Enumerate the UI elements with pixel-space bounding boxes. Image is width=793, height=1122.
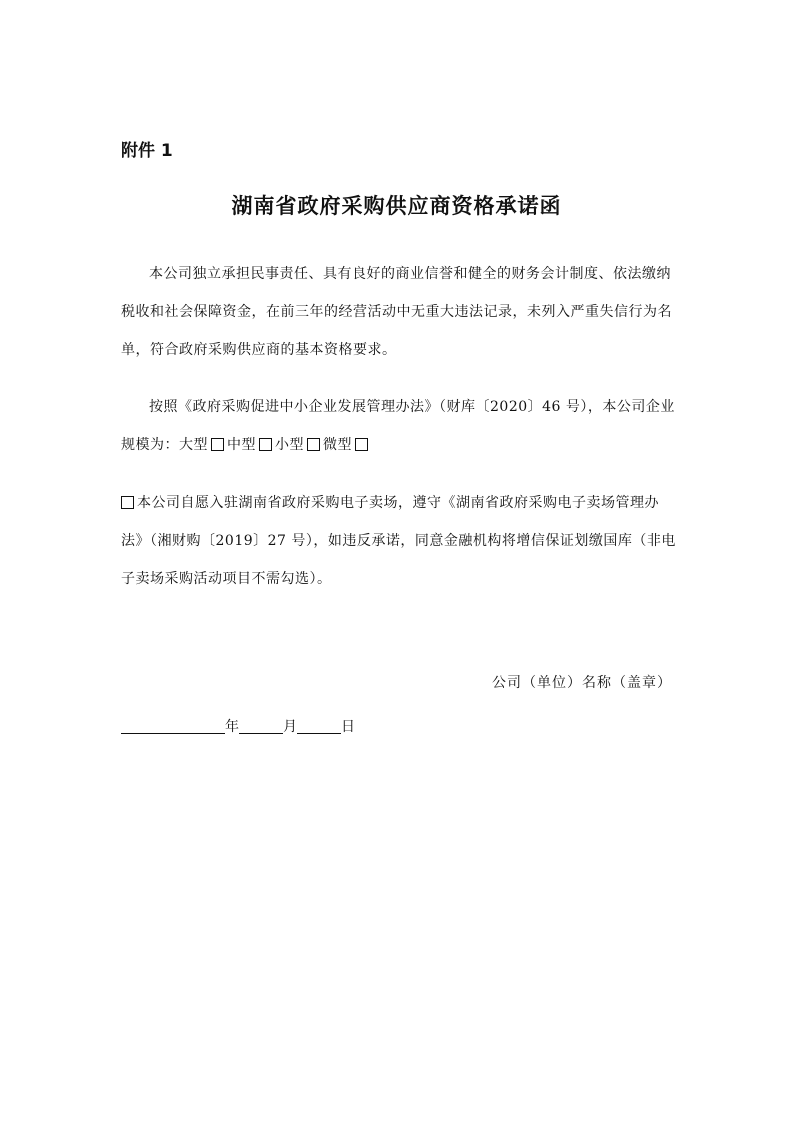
qualification-paragraph: 本公司独立承担民事责任、具有良好的商业信誉和健全的财务会计制度、依法缴纳税收和社会保障资金，在前三年的经营活动中无重大违法记录，未列入严重失信行为名单，符合政府采购供应商的基本资格要求。 — [121, 266, 672, 358]
month-label: 月 — [283, 719, 297, 735]
year-label: 年 — [225, 719, 239, 735]
month-blank[interactable] — [239, 717, 283, 734]
date-line — [121, 716, 355, 736]
scale-option-small: 小型 — [275, 437, 304, 453]
signature-label: 公司（单位）名称（盖章） — [492, 675, 672, 691]
enterprise-scale-paragraph — [121, 388, 677, 464]
day-blank[interactable] — [297, 717, 341, 734]
scale-option-large: 大型 — [179, 437, 208, 453]
scale-option-medium: 中型 — [227, 437, 256, 453]
scale-option-micro: 微型 — [323, 437, 352, 453]
enterprise-scale-text: 按照《政府采购促进中小企业发展管理办法》（财库〔2020〕46 号），本公司企业规模为： — [121, 399, 675, 453]
document-title: 湖南省政府采购供应商资格承诺函 — [231, 194, 562, 218]
year-blank[interactable] — [121, 717, 225, 734]
attachment-label: 附件 1 — [121, 141, 173, 161]
day-label: 日 — [341, 719, 355, 735]
scale-small-checkbox[interactable] — [307, 438, 320, 451]
e-mall-paragraph — [121, 484, 677, 598]
scale-large-checkbox[interactable] — [211, 438, 224, 451]
scale-medium-checkbox[interactable] — [259, 438, 272, 451]
e-mall-text: 本公司自愿入驻湖南省政府采购电子卖场，遵守《湖南省政府采购电子卖场管理办法》（湘财购〔2019〕27 号），如违反承诺，同意金融机构将增信保证划缴国库（非电子卖场采购活动项目不需勾选）。 — [121, 495, 676, 587]
e-mall-checkbox[interactable] — [121, 496, 134, 509]
scale-micro-checkbox[interactable] — [355, 438, 368, 451]
